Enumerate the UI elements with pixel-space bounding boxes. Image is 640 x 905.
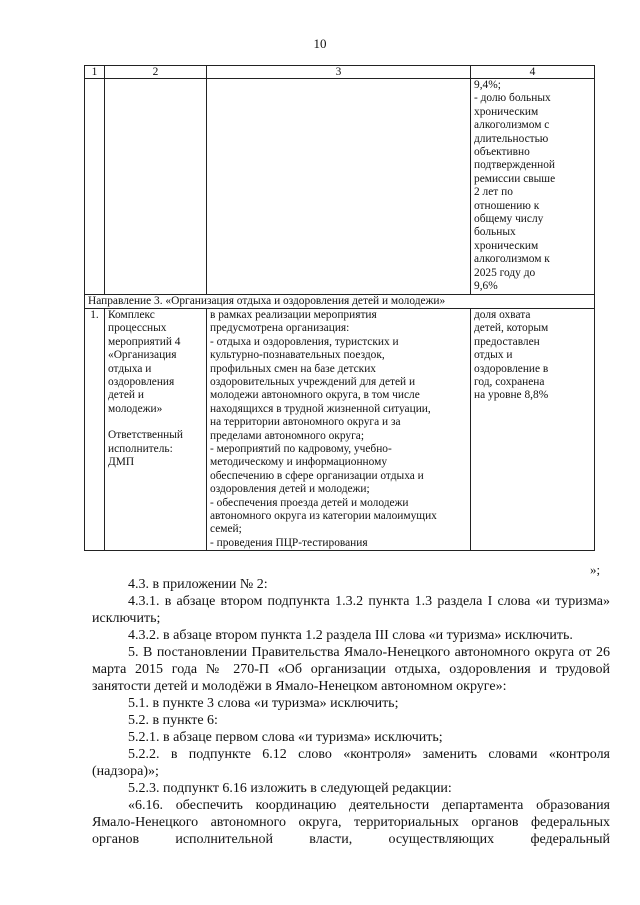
text-line: - долю больных [474,92,551,105]
text-line: - отдыха и оздоровления, туристских и [210,335,399,348]
text-line: - мероприятий по кадровому, учебно- [210,442,392,455]
text-line: отдыха и [108,362,152,375]
text-line: оздоровления детей и молодежи; [210,483,370,496]
table-row [85,308,595,550]
measure-name-cell [105,308,207,550]
paragraph: 4.3.1. в абзаце втором подпункта 1.3.2 пункта 1.3 раздела I слова «и туризма» исключить; [92,594,610,626]
amendments-text [92,576,610,848]
text-line: находящихся в трудной жизненной ситуации, [210,402,431,415]
text-line: в рамках реализации мероприятия [210,308,377,321]
text-line: ремиссии свыше [474,172,556,185]
section-heading: Направление 3. «Организация отдыха и оздоровления детей и молодежи» [85,294,595,308]
text-line: автономного округа из категории малоимущих [210,510,437,522]
paragraph: 5.2.3. подпункт 6.16 изложить в следующей редакции: [128,781,452,796]
table-cell [207,79,471,295]
text-line: отношению к [474,199,540,212]
text-line: алкоголизмом к [474,253,550,266]
text-line: Ответственный [108,429,184,442]
text-line: 2 лет по [474,186,513,199]
table-cell [85,79,105,295]
text-line: молодежи автономного округа, в том числе [210,389,420,402]
paragraph: 4.3.2. в абзаце втором пункта 1.2 раздела III слова «и туризма» исключить. [128,628,573,643]
text-line: Комплекс [108,308,155,321]
continuation-indicator-cell [471,79,595,295]
closing-quote: »; [590,562,601,577]
text-line: оздоровления [108,375,175,388]
text-line: «Организация [108,349,177,362]
paragraph: 5.2. в пункте 6: [128,713,218,728]
section-heading-row [85,294,595,308]
text-line: - обеспечения проезда детей и молодежи [210,496,409,509]
text-line: мероприятий 4 [108,335,181,348]
indicator-cell [471,308,595,550]
program-table [84,65,595,551]
text-line: 9,6% [474,280,498,293]
text-line: семей; [210,523,242,536]
text-line: 9,4%; [474,79,501,91]
text-line: длительностью [474,132,549,145]
text-line: предоставлен [474,335,540,348]
table-cell [105,79,207,295]
text-line: детей и [108,389,144,402]
column-header: 2 [105,66,207,79]
text-line: молодежи» [108,402,163,415]
text-line: общему числу [474,213,544,226]
paragraph: 5. В постановлении Правительства Ямало-Ненецкого автономного округа от 26 марта 2015 года № 270-П «Об организации отдыха, оздоровления и трудовой занятости детей и молодёжи в Ямало-Ненецком автономном округе»: [92,645,610,694]
text-line: 2025 году до [474,266,536,279]
text-line: предусмотрена организация: [210,322,350,335]
text-line: культурно-познавательных поездок, [210,349,385,362]
column-header: 3 [207,66,471,79]
column-header: 1 [85,66,105,79]
text-line: год, сохранена [474,375,545,388]
text-line: профильных смен на базе детских [210,362,376,375]
text-line: подтвержденной [474,159,556,172]
text-line: оздоровление в [474,362,549,375]
text-line: на уровне 8,8% [474,389,549,402]
table-header-row [85,66,595,79]
text-line: хроническим [474,105,539,118]
paragraph: 4.3. в приложении № 2: [128,577,268,592]
text-line: детей, которым [474,322,549,335]
text-line: - проведения ПЦР-тестирования [210,536,368,549]
text-line: отдых и [474,349,513,362]
text-line: обеспечению в сфере организации отдыха и [210,469,424,482]
paragraph: 5.2.1. в абзаце первом слова «и туризма» исключить; [128,730,443,745]
text-line: ДМП [108,455,135,468]
text-line: доля охвата [474,308,531,321]
page-number: 10 [313,36,327,51]
measure-description-cell [207,308,471,550]
paragraph: 5.2.2. в подпункте 6.12 слово «контроля» заменить словами «контроля (надзора)»; [92,747,610,779]
text-line: объективно [474,146,530,159]
text-line: процессных [108,322,167,335]
text-line: методическому и информационному [210,456,388,469]
continuation-row [85,79,595,295]
text-line: больных [474,226,516,239]
text-line: исполнитель: [108,442,173,455]
row-number: 1. [85,308,105,550]
text-line: алкоголизмом с [474,119,550,132]
paragraph: «6.16. обеспечить координацию деятельности департамента образования Ямало-Ненецкого автономного округа, территориальных органов федеральных органов исполнительной власти, осуществляющих федеральный [92,798,610,847]
paragraph: 5.1. в пункте 3 слова «и туризма» исключить; [128,696,399,711]
text-line: пределами автономного округа; [210,429,364,442]
text-line: хроническим [474,239,539,252]
column-header: 4 [471,66,595,79]
text-line: оздоровительных учреждений для детей и [210,375,416,388]
text-line: на территории автономного округа и за [210,416,401,429]
